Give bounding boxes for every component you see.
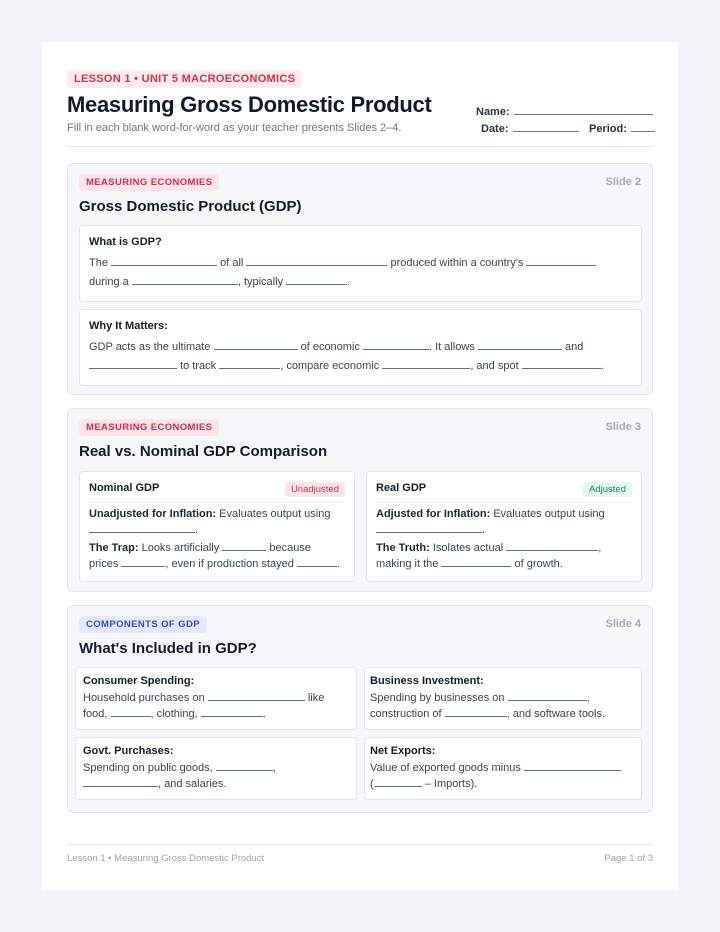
fill-line (370, 692, 590, 704)
text: . (482, 524, 486, 536)
blank[interactable] (441, 558, 511, 567)
card-real-gdp (366, 471, 642, 582)
text: The (89, 257, 108, 269)
period-field[interactable] (589, 122, 655, 135)
blank[interactable] (382, 360, 470, 369)
period-blank[interactable] (631, 122, 655, 132)
text: , and spot (470, 360, 519, 372)
text: prices (89, 558, 119, 570)
text: of growth. (514, 558, 563, 570)
fill-line (370, 778, 477, 790)
slide-number: Slide 4 (605, 618, 641, 630)
section-gdp-components (67, 605, 653, 813)
fill-line (370, 708, 605, 720)
text: Spending by businesses on (370, 692, 505, 704)
text: ( (370, 778, 374, 790)
blank[interactable] (89, 360, 177, 369)
card-business-investment (364, 667, 642, 730)
card-heading: Business Investment: (370, 675, 484, 687)
blank[interactable] (522, 360, 601, 369)
text: of economic (300, 341, 360, 353)
fill-line (89, 508, 330, 520)
footer-divider (67, 844, 653, 845)
fill-line (83, 708, 266, 720)
blank[interactable] (111, 708, 151, 717)
blank[interactable] (478, 341, 562, 350)
text: construction of (370, 708, 442, 720)
blank[interactable] (111, 257, 217, 266)
text: Household purchases on (83, 692, 205, 704)
unadjusted-badge: Unadjusted (285, 482, 345, 497)
blank[interactable] (363, 341, 429, 350)
card-consumer-spending (75, 667, 357, 730)
text: during a (89, 276, 129, 288)
key-term: The Truth: (376, 542, 430, 554)
card-net-exports (364, 737, 642, 800)
card-heading: Nominal GDP (89, 482, 160, 494)
key-term: The Trap: (89, 542, 139, 554)
period-label: Period: (589, 123, 627, 135)
fill-line (89, 542, 311, 554)
blank[interactable] (246, 257, 387, 266)
text: . (600, 360, 604, 372)
text: to track (180, 360, 217, 372)
fill-line (89, 276, 350, 288)
text: , even if production stayed (165, 558, 294, 570)
section-title: Real vs. Nominal GDP Comparison (79, 443, 328, 460)
blank[interactable] (445, 708, 507, 717)
blank[interactable] (286, 276, 347, 285)
blank[interactable] (219, 360, 280, 369)
card-govt-purchases (75, 737, 357, 800)
text: Spending on public goods, (83, 762, 213, 774)
worksheet-page (42, 42, 678, 890)
text: making it the (376, 558, 439, 570)
text: Value of exported goods minus (370, 762, 521, 774)
date-label: Date: (481, 123, 509, 135)
key-term: Adjusted for Inflation: (376, 508, 491, 520)
blank[interactable] (506, 542, 598, 551)
blank[interactable] (216, 762, 273, 771)
card-heading: Govt. Purchases: (83, 745, 174, 757)
text: , typically (237, 276, 284, 288)
blank[interactable] (201, 708, 263, 717)
text: Isolates actual (432, 542, 504, 554)
blank[interactable] (208, 692, 305, 701)
name-label: Name: (476, 106, 510, 118)
text: Evaluates output using (493, 508, 605, 520)
name-blank[interactable] (514, 105, 653, 115)
fill-line (376, 542, 601, 554)
fill-line (89, 524, 198, 536)
blank[interactable] (121, 558, 165, 567)
fill-line (376, 558, 563, 570)
text: , and software tools. (506, 708, 606, 720)
text: . (347, 276, 351, 288)
text: , and salaries. (158, 778, 227, 790)
text: food, (83, 708, 108, 720)
section-badge: MEASURING ECONOMIES (79, 419, 219, 436)
blank[interactable] (89, 524, 195, 533)
text: of all (220, 257, 244, 269)
text: . It allows (428, 341, 475, 353)
text: , (598, 542, 602, 554)
fill-line (89, 341, 583, 353)
text: . (195, 524, 199, 536)
text: , (586, 692, 590, 704)
text: like (307, 692, 325, 704)
section-title: Gross Domestic Product (GDP) (79, 198, 302, 215)
text: Evaluates output using (219, 508, 331, 520)
date-blank[interactable] (513, 122, 579, 132)
card-heading: Consumer Spending: (83, 675, 195, 687)
text: produced within a country's (390, 257, 524, 269)
blank[interactable] (132, 276, 238, 285)
fill-line (83, 692, 324, 704)
key-term: Unadjusted for Inflation: (89, 508, 217, 520)
text: . (262, 708, 266, 720)
slide-number: Slide 2 (605, 176, 641, 188)
adjusted-badge: Adjusted (583, 482, 632, 497)
blank[interactable] (508, 692, 587, 701)
card-heading: Why It Matters: (89, 320, 168, 332)
footer-lesson-title: Lesson 1 • Measuring Gross Domestic Product (67, 853, 265, 864)
blank[interactable] (222, 542, 266, 551)
text: , clothing, (150, 708, 198, 720)
name-field[interactable] (476, 105, 653, 118)
blank[interactable] (297, 558, 337, 567)
section-title: What's Included in GDP? (79, 640, 257, 657)
card-heading: What is GDP? (89, 236, 162, 248)
fill-line (83, 778, 226, 790)
page-subtitle: Fill in each blank word-for-word as your teacher presents Slides 2–4. (67, 122, 402, 134)
footer-page-number: Page 1 of 3 (604, 853, 653, 864)
fill-line (376, 524, 485, 536)
slide-number: Slide 3 (605, 421, 641, 433)
blank[interactable] (526, 257, 596, 266)
card-divider (376, 502, 632, 503)
blank[interactable] (374, 778, 422, 787)
text: – Imports). (424, 778, 478, 790)
fill-line (89, 360, 604, 372)
card-nominal-gdp (79, 471, 355, 582)
fill-line (83, 762, 276, 774)
page-title: Measuring Gross Domestic Product (67, 92, 432, 117)
section-badge: MEASURING ECONOMIES (79, 174, 219, 191)
text: because (269, 542, 311, 554)
fill-line (376, 508, 605, 520)
card-why-it-matters (79, 309, 642, 386)
fill-line (370, 762, 621, 774)
lesson-tag: LESSON 1 • UNIT 5 MACROECONOMICS (67, 70, 302, 88)
blank[interactable] (376, 524, 482, 533)
section-real-vs-nominal (67, 408, 653, 592)
text: GDP acts as the ultimate (89, 341, 211, 353)
fill-line (89, 558, 340, 570)
blank[interactable] (524, 762, 621, 771)
fill-line (89, 257, 596, 269)
section-badge: COMPONENTS OF GDP (79, 616, 207, 633)
card-divider (89, 502, 345, 503)
date-field[interactable] (481, 122, 579, 135)
text: and (564, 341, 584, 353)
card-heading: Net Exports: (370, 745, 436, 757)
header-divider (67, 146, 653, 147)
card-what-is-gdp (79, 225, 642, 302)
text: Looks artificially (141, 542, 220, 554)
blank[interactable] (214, 341, 298, 350)
blank[interactable] (83, 778, 158, 787)
text: . (336, 558, 340, 570)
section-gdp-definition (67, 163, 653, 395)
card-heading: Real GDP (376, 482, 427, 494)
text: , (272, 762, 276, 774)
text: , compare economic (280, 360, 380, 372)
